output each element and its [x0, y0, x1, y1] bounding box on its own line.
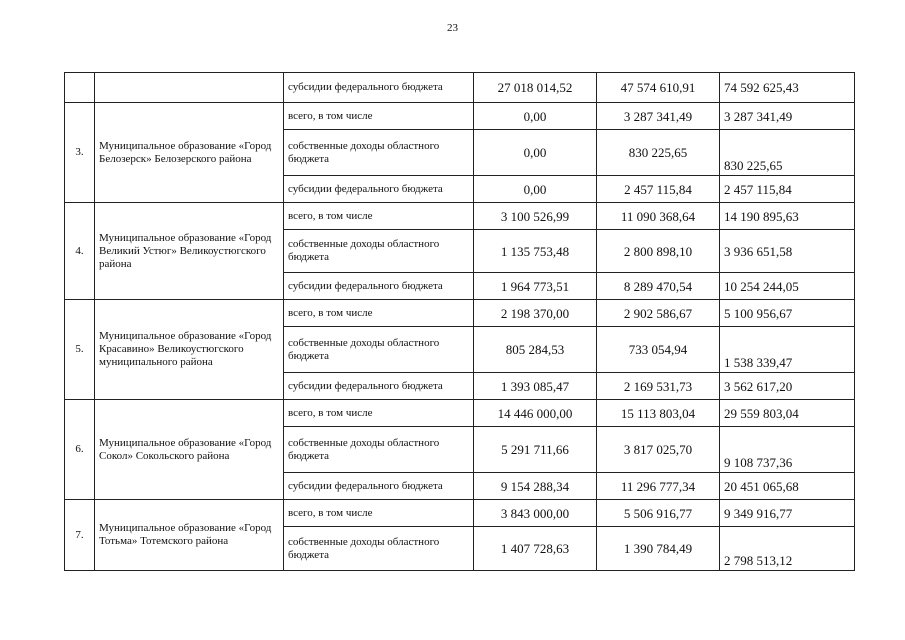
value-col-2: 11 296 777,34 [597, 473, 720, 500]
value-col-1: 805 284,53 [474, 327, 597, 373]
funding-type: субсидии федерального бюджета [284, 473, 474, 500]
funding-type: субсидии федерального бюджета [284, 373, 474, 400]
value-col-3: 29 559 803,04 [720, 400, 855, 427]
value-col-3: 3 287 341,49 [720, 103, 855, 130]
table-row [65, 500, 855, 527]
value-col-1: 3 100 526,99 [474, 203, 597, 230]
row-number [65, 73, 95, 103]
value-col-3: 9 349 916,77 [720, 500, 855, 527]
value-col-1: 9 154 288,34 [474, 473, 597, 500]
value-col-2: 1 390 784,49 [597, 527, 720, 571]
municipality-name: Муниципальное образование «Город Великий Устюг» Великоустюгского района [95, 203, 284, 300]
budget-table [64, 72, 855, 571]
value-col-2: 830 225,65 [597, 130, 720, 176]
value-col-3: 20 451 065,68 [720, 473, 855, 500]
value-col-1: 0,00 [474, 130, 597, 176]
funding-type: всего, в том числе [284, 400, 474, 427]
value-col-3: 9 108 737,36 [720, 427, 855, 473]
value-col-3: 74 592 625,43 [720, 73, 855, 103]
value-col-3: 1 538 339,47 [720, 327, 855, 373]
value-col-1: 1 964 773,51 [474, 273, 597, 300]
funding-type: всего, в том числе [284, 300, 474, 327]
municipality-name [95, 73, 284, 103]
value-col-2: 2 902 586,67 [597, 300, 720, 327]
value-col-3: 10 254 244,05 [720, 273, 855, 300]
funding-type: собственные доходы областного бюджета [284, 130, 474, 176]
value-col-1: 1 407 728,63 [474, 527, 597, 571]
value-col-2: 2 457 115,84 [597, 176, 720, 203]
funding-type: собственные доходы областного бюджета [284, 230, 474, 273]
value-col-3: 830 225,65 [720, 130, 855, 176]
value-col-3: 5 100 956,67 [720, 300, 855, 327]
value-col-2: 47 574 610,91 [597, 73, 720, 103]
value-col-1: 1 135 753,48 [474, 230, 597, 273]
table-row [65, 73, 855, 103]
value-col-3: 3 936 651,58 [720, 230, 855, 273]
row-number: 6. [65, 400, 95, 500]
funding-type: всего, в том числе [284, 203, 474, 230]
funding-type: субсидии федерального бюджета [284, 73, 474, 103]
row-number: 5. [65, 300, 95, 400]
funding-type: собственные доходы областного бюджета [284, 527, 474, 571]
row-number: 4. [65, 203, 95, 300]
table-row [65, 400, 855, 427]
value-col-2: 15 113 803,04 [597, 400, 720, 427]
municipality-name: Муниципальное образование «Город Красавино» Великоустюгского муниципального района [95, 300, 284, 400]
value-col-3: 2 798 513,12 [720, 527, 855, 571]
value-col-3: 14 190 895,63 [720, 203, 855, 230]
page-number: 23 [447, 22, 458, 34]
value-col-1: 1 393 085,47 [474, 373, 597, 400]
table-row [65, 203, 855, 230]
funding-type: собственные доходы областного бюджета [284, 327, 474, 373]
value-col-3: 3 562 617,20 [720, 373, 855, 400]
value-col-1: 0,00 [474, 103, 597, 130]
value-col-1: 14 446 000,00 [474, 400, 597, 427]
value-col-2: 8 289 470,54 [597, 273, 720, 300]
row-number: 7. [65, 500, 95, 571]
municipality-name: Муниципальное образование «Город Тотьма» Тотемского района [95, 500, 284, 571]
value-col-2: 733 054,94 [597, 327, 720, 373]
funding-type: субсидии федерального бюджета [284, 273, 474, 300]
municipality-name: Муниципальное образование «Город Сокол» Сокольского района [95, 400, 284, 500]
value-col-1: 5 291 711,66 [474, 427, 597, 473]
value-col-1: 2 198 370,00 [474, 300, 597, 327]
row-number: 3. [65, 103, 95, 203]
table-row [65, 103, 855, 130]
value-col-2: 2 800 898,10 [597, 230, 720, 273]
funding-type: собственные доходы областного бюджета [284, 427, 474, 473]
value-col-2: 5 506 916,77 [597, 500, 720, 527]
value-col-2: 3 287 341,49 [597, 103, 720, 130]
funding-type: субсидии федерального бюджета [284, 176, 474, 203]
value-col-1: 0,00 [474, 176, 597, 203]
funding-type: всего, в том числе [284, 500, 474, 527]
municipality-name: Муниципальное образование «Город Белозерск» Белозерского района [95, 103, 284, 203]
value-col-2: 2 169 531,73 [597, 373, 720, 400]
funding-type: всего, в том числе [284, 103, 474, 130]
value-col-1: 3 843 000,00 [474, 500, 597, 527]
value-col-2: 3 817 025,70 [597, 427, 720, 473]
value-col-3: 2 457 115,84 [720, 176, 855, 203]
value-col-1: 27 018 014,52 [474, 73, 597, 103]
table-row [65, 300, 855, 327]
budget-table-body [65, 73, 855, 571]
value-col-2: 11 090 368,64 [597, 203, 720, 230]
